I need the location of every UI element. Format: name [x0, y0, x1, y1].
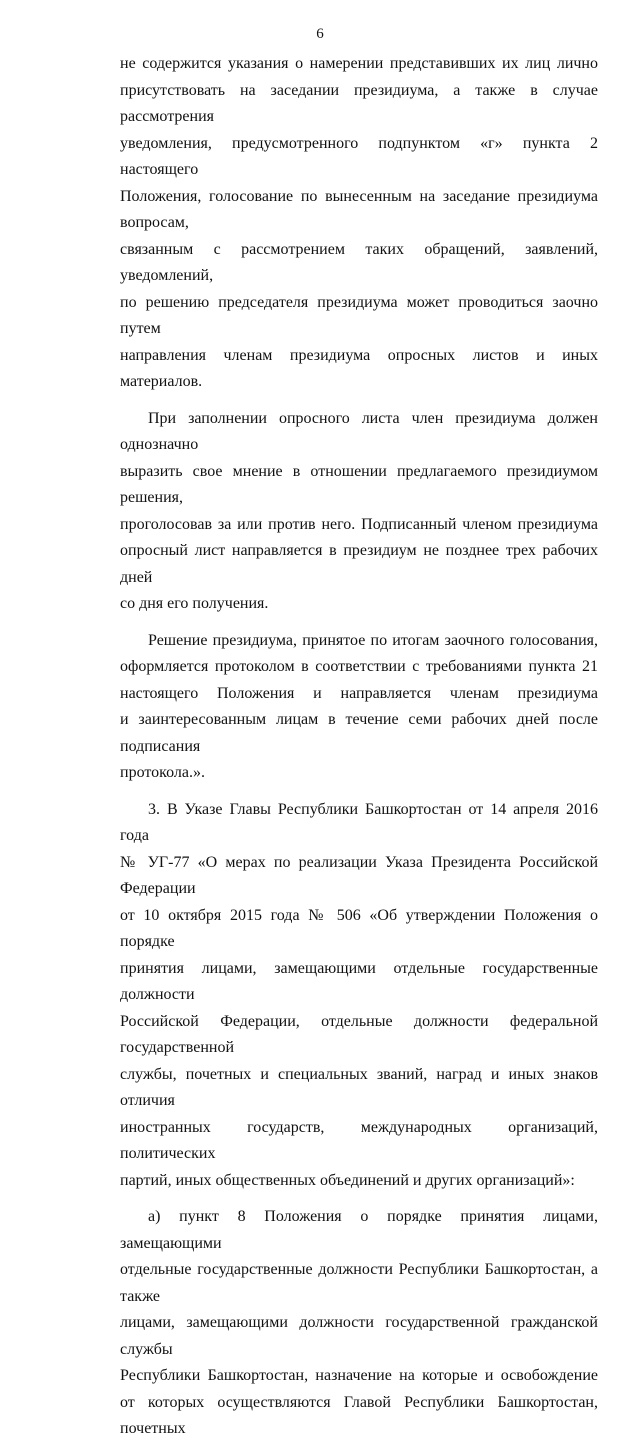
text-line: от 10 октября 2015 года № 506 «Об утверждении Положения о порядке: [120, 906, 598, 950]
text-line: Решение президиума, принятое по итогам заочного голосования,: [148, 631, 598, 649]
paragraph-point-a: [120, 1204, 598, 1443]
text-line: уведомления, предусмотренного подпунктом «г» пункта 2 настоящего: [120, 134, 598, 178]
text-line: службы, почетных и специальных званий, наград и иных знаков отличия: [120, 1065, 598, 1109]
text-line: При заполнении опросного листа член президиума должен однозначно: [120, 409, 598, 453]
text-line: № УГ-77 «О мерах по реализации Указа Президента Российской Федерации: [120, 853, 598, 897]
text-line: не содержится указания о намерении представивших их лиц лично: [120, 55, 598, 72]
text-line: настоящего Положения и направляется членам президиума: [120, 684, 598, 702]
text-line: и заинтересованным лицам в течение семи рабочих дней после подписания: [120, 711, 598, 755]
paragraph-decree-amendment: [120, 797, 598, 1195]
document-body: [120, 51, 598, 1443]
page-number: 6: [316, 26, 324, 42]
text-line: принятия лицами, замещающими отдельные государственные должности: [120, 959, 598, 1003]
text-line: опросный лист направляется в президиум не позднее трех рабочих дней: [120, 542, 598, 586]
paragraph-questionnaire: [120, 406, 598, 618]
text-line: оформляется протоколом в соответствии с требованиями пункта 21: [120, 658, 598, 675]
text-line: партий, иных общественных объединений и других организаций»:: [120, 1171, 575, 1189]
text-line: Республики Башкортостан, назначение на которые и освобождение: [120, 1367, 598, 1384]
text-line: по решению председателя президиума может проводиться заочно путем: [120, 293, 598, 337]
paragraph-decision: [120, 628, 598, 787]
text-line: отдельные государственные должности Республики Башкортостан, а также: [120, 1261, 598, 1305]
text-line: направления членам президиума опросных листов и иных материалов.: [120, 346, 598, 390]
text-line: а) пункт 8 Положения о порядке принятия лицами, замещающими: [120, 1208, 598, 1252]
text-line: Российской Федерации, отдельные должности федеральной государственной: [120, 1012, 598, 1056]
text-line: от которых осуществляются Главой Республики Башкортостан, почетных: [120, 1393, 598, 1437]
text-line: 3. В Указе Главы Республики Башкортостан от 14 апреля 2016 года: [120, 800, 598, 844]
text-line: со дня его получения.: [120, 595, 269, 612]
paragraph-voting-continuation: [120, 51, 598, 396]
text-line: иностранных государств, международных организаций, политических: [120, 1118, 598, 1162]
text-line: связанным с рассмотрением таких обращений, заявлений, уведомлений,: [120, 240, 598, 284]
text-line: присутствовать на заседании президиума, а также в случае рассмотрения: [120, 81, 598, 125]
text-line: протокола.».: [120, 764, 205, 781]
text-line: проголосовав за или против него. Подписанный членом президиума: [120, 515, 598, 533]
text-line: лицами, замещающими должности государственной гражданской службы: [120, 1314, 598, 1358]
text-line: Положения, голосование по вынесенным на заседание президиума вопросам,: [120, 187, 598, 231]
text-line: выразить свое мнение в отношении предлагаемого президиумом решения,: [120, 462, 598, 506]
